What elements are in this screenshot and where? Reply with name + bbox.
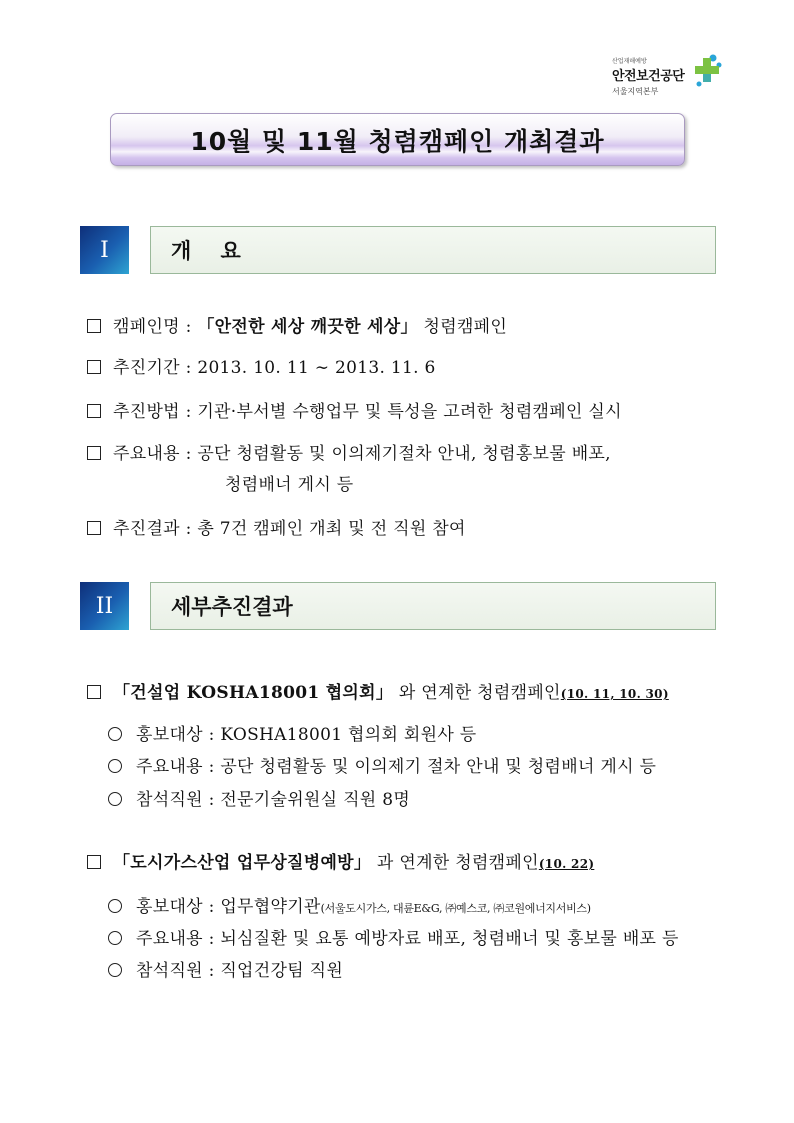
section-2-title: 세부추진결과: [171, 595, 293, 619]
campaign-label: 캠페인명 :: [113, 317, 198, 337]
overview-content-cont: 청렴배너 게시 등: [225, 475, 354, 495]
logo-sub-text: 서울지역본부: [612, 87, 659, 96]
campaign-2-item: [108, 924, 679, 949]
campaign-1-header: [87, 678, 669, 703]
campaign-2-text: 과 연계한 청렴캠페인: [371, 853, 539, 873]
method-text: 추진방법 : 기관·부서별 수행업무 및 특성을 고려한 청렴캠페인 실시: [113, 402, 622, 422]
checkbox-icon: [87, 360, 101, 374]
campaign-2-target-detail: (서울도시가스, 대륜E&G, ㈜예스코, ㈜코원에너지서비스): [320, 902, 591, 915]
overview-method: [87, 397, 622, 422]
campaign-1-date: (10. 11, 10. 30): [560, 687, 669, 701]
result-text: 추진결과 : 총 7건 캠페인 개최 및 전 직원 참여: [113, 519, 466, 539]
cross-logo-icon: [692, 54, 722, 88]
logo-name: 안전보건공단: [612, 69, 685, 84]
overview-content: [87, 439, 611, 464]
campaign-name: 「안전한 세상 깨끗한 세상」: [197, 317, 418, 337]
campaign-suffix: 청렴캠페인: [417, 317, 508, 337]
logo-top-text: 산업재해예방: [612, 58, 647, 65]
campaign-1-item: [108, 720, 477, 745]
section-1-numeral: I: [100, 237, 109, 263]
checkbox-icon: [87, 319, 101, 333]
checkbox-icon: [87, 404, 101, 418]
checkbox-icon: [87, 685, 101, 699]
campaign-2-name: 「도시가스산업 업무상질병예방」: [113, 853, 372, 873]
circle-bullet-icon: [108, 792, 122, 806]
circle-bullet-icon: [108, 899, 122, 913]
campaign-2-date: (10. 22): [538, 857, 595, 871]
campaign-1-item-text: 홍보대상 : KOSHA18001 협의회 회원사 등: [136, 725, 477, 745]
document-title-box: [110, 113, 685, 166]
campaign-1-item: [108, 785, 410, 810]
checkbox-icon: [87, 855, 101, 869]
campaign-2-item: [108, 956, 343, 981]
campaign-1-name: 「건설업 KOSHA18001 협의회」: [113, 683, 394, 703]
organization-logo: [612, 56, 722, 106]
campaign-1-item-text: 주요내용 : 공단 청렴활동 및 이의제기 절차 안내 및 청렴배너 게시 등: [136, 757, 657, 777]
campaign-2-item-text: 주요내용 : 뇌심질환 및 요통 예방자료 배포, 청렴배너 및 홍보물 배포 등: [136, 929, 679, 949]
circle-bullet-icon: [108, 759, 122, 773]
document-title: 10월 및 11월 청렴캠페인 개최결과: [190, 126, 605, 156]
section-1-title: 개 요: [171, 239, 241, 263]
section-1-number: [80, 226, 129, 274]
circle-bullet-icon: [108, 727, 122, 741]
campaign-2-target-label: 홍보대상 : 업무협약기관: [136, 897, 321, 917]
section-2-header: [150, 582, 716, 630]
section-2-numeral: II: [95, 593, 114, 619]
campaign-2-item: [108, 892, 591, 917]
checkbox-icon: [87, 521, 101, 535]
campaign-2-item-text: 참석직원 : 직업건강팀 직원: [136, 961, 344, 981]
content-text-1: 주요내용 : 공단 청렴활동 및 이의제기절차 안내, 청렴홍보물 배포,: [113, 444, 611, 464]
campaign-1-text: 와 연계한 청렴캠페인: [393, 683, 561, 703]
campaign-1-item-text: 참석직원 : 전문기술위원실 직원 8명: [136, 790, 411, 810]
overview-campaign-name: [87, 312, 507, 337]
period-text: 추진기간 : 2013. 10. 11 ∼ 2013. 11. 6: [113, 358, 436, 378]
circle-bullet-icon: [108, 931, 122, 945]
campaign-2-header: [87, 848, 594, 873]
overview-result: [87, 514, 466, 539]
section-1-header: [150, 226, 716, 274]
circle-bullet-icon: [108, 963, 122, 977]
checkbox-icon: [87, 446, 101, 460]
overview-period: [87, 353, 436, 378]
campaign-1-item: [108, 752, 656, 777]
section-2-number: [80, 582, 129, 630]
